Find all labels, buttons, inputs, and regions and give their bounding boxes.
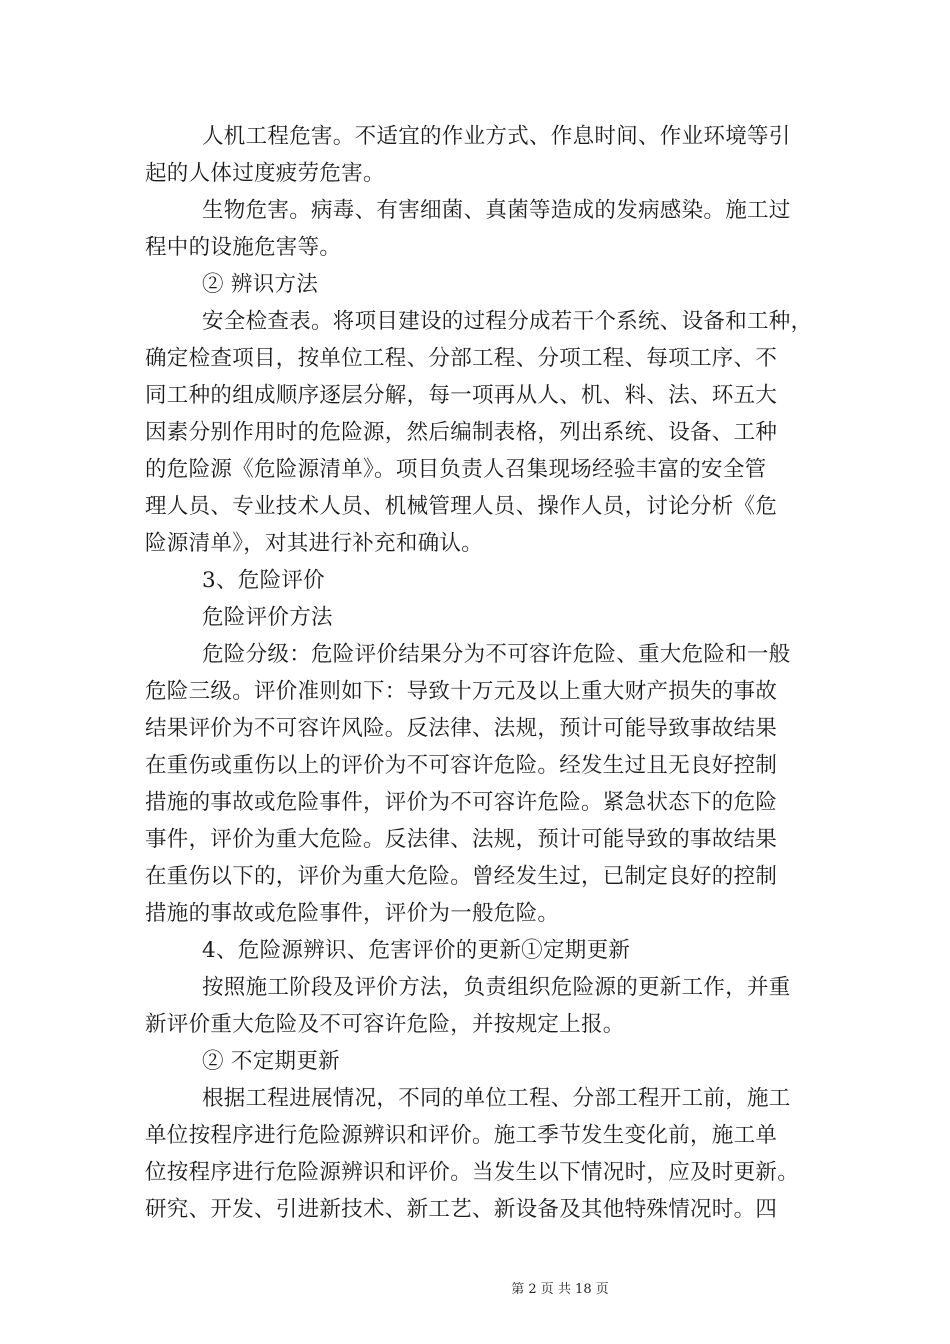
paragraph-line: 理人员、专业技术人员、机械管理人员、操作人员，讨论分析《危 xyxy=(145,494,778,519)
paragraph-line: 按照施工阶段及评价方法，负责组织危险源的更新工作，并重 xyxy=(202,975,791,1000)
paragraph-line: 起的人体过度疲劳危害。 xyxy=(145,161,385,186)
paragraph-line: 单位按程序进行危险源辨识和评价。施工季节发生变化前，施工单 xyxy=(145,1123,778,1148)
paragraph-line: 因素分别作用时的危险源，然后编制表格，列出系统、设备、工种 xyxy=(145,420,778,445)
paragraph-line: 研究、开发、引进新技术、新工艺、新设备及其他特殊情况时。四 xyxy=(145,1197,778,1222)
paragraph-line: 事件，评价为重大危险。反法律、法规，预计可能导致的事故结果 xyxy=(145,827,778,852)
section-heading: 3、危险评价 xyxy=(202,568,325,593)
paragraph-line: 位按程序进行危险源辨识和评价。当发生以下情况时，应及时更新。 xyxy=(145,1160,800,1185)
paragraph-line: 险源清单》，对其进行补充和确认。 xyxy=(145,531,484,556)
section-heading: ② 不定期更新 xyxy=(202,1049,340,1074)
paragraph-line: 根据工程进展情况，不同的单位工程、分部工程开工前，施工 xyxy=(202,1086,791,1111)
paragraph-line: 措施的事故或危险事件，评价为一般危险。 xyxy=(145,901,560,926)
paragraph-line: 同工种的组成顺序逐层分解，每一项再从人、机、料、法、环五大 xyxy=(145,383,778,408)
section-heading: 危险评价方法 xyxy=(202,605,333,630)
paragraph-line: 在重伤以下的，评价为重大危险。曾经发生过，已制定良好的控制 xyxy=(145,864,778,889)
paragraph-line: 生物危害。病毒、有害细菌、真菌等造成的发病感染。施工过 xyxy=(202,198,791,223)
paragraph-line: 人机工程危害。不适宜的作业方式、作息时间、作业环境等引 xyxy=(202,124,791,149)
paragraph-line: 确定检查项目，按单位工程、分部工程、分项工程、每项工序、不 xyxy=(145,346,778,371)
document-body xyxy=(145,118,813,1228)
paragraph-line: 在重伤或重伤以上的评价为不可容许危险。经发生过且无良好控制 xyxy=(145,753,778,778)
paragraph-line: 的危险源《危险源清单》。项目负责人召集现场经验丰富的安全管 xyxy=(145,457,767,482)
paragraph-line: 危险三级。评价准则如下：导致十万元及以上重大财产损失的事故 xyxy=(145,679,778,704)
section-heading: ② 辨识方法 xyxy=(202,272,319,297)
paragraph-line: 新评价重大危险及不可容许危险，并按规定上报。 xyxy=(145,1012,625,1037)
paragraph-line: 安全检查表。将项目建设的过程分成若干个系统、设备和工种， xyxy=(202,309,813,334)
section-heading: 4、危险源辨识、危害评价的更新①定期更新 xyxy=(202,938,631,963)
paragraph-line: 程中的设施危害等。 xyxy=(145,235,342,260)
page-number-footer: 第 2 页 共 18 页 xyxy=(511,1282,609,1297)
paragraph-line: 结果评价为不可容许风险。反法律、法规，预计可能导致事故结果 xyxy=(145,716,778,741)
paragraph-line: 危险分级：危险评价结果分为不可容许危险、重大危险和一般 xyxy=(202,642,791,667)
paragraph-line: 措施的事故或危险事件，评价为不可容许危险。紧急状态下的危险 xyxy=(145,790,778,815)
